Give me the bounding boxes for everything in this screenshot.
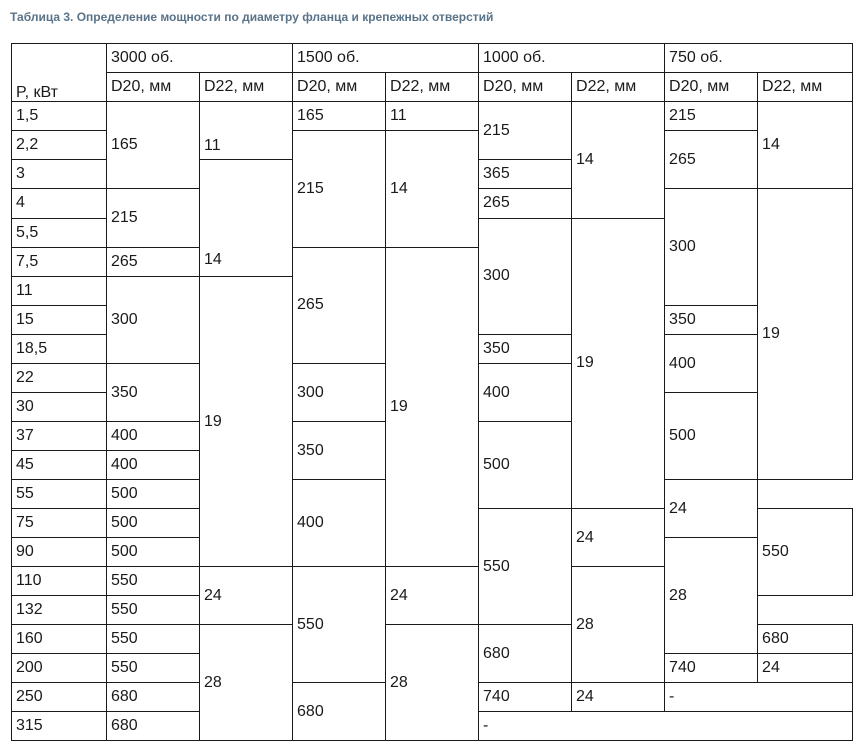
power-cell: 1,5 (12, 102, 107, 131)
power-cell: 160 (12, 625, 107, 654)
d20-3000-cell: 265 (107, 247, 200, 276)
d20-1000-cell: 400 (479, 364, 572, 422)
d20-750-cell: - (665, 683, 853, 712)
d20-1000-cell: 350 (479, 335, 572, 364)
d20-750-cell: 500 (665, 393, 758, 480)
d20-3000-cell: 550 (107, 596, 200, 625)
d20-3000-cell: 300 (107, 277, 200, 364)
d20-750-cell: 215 (665, 102, 758, 131)
d20-750-cell: 265 (665, 131, 758, 189)
d20-1500-cell: 300 (293, 364, 386, 422)
d20-1500-cell: 400 (293, 480, 386, 567)
d22-3000-cell: 28 (200, 625, 293, 741)
d22-3000-value: 14 (204, 251, 222, 268)
power-cell: 11 (12, 277, 107, 306)
header-d22-3000: D22, мм (200, 73, 293, 102)
d22-3000-cell: 24 (200, 567, 293, 625)
d20-3000-cell: 680 (107, 683, 200, 712)
d20-1000-cell: 500 (479, 422, 572, 509)
d22-1500-cell: 24 (386, 567, 479, 625)
header-d22-1500: D22, мм (386, 73, 479, 102)
d20-3000-cell: 550 (107, 567, 200, 596)
d20-3000-cell: 165 (107, 102, 200, 189)
d20-1500-cell: 680 (293, 683, 386, 741)
header-d22-750: D22, мм (758, 73, 853, 102)
power-cell: 75 (12, 509, 107, 538)
d22-3000-cell: 19 (200, 277, 293, 567)
d22-1500-cell: 28 (386, 625, 479, 741)
power-cell: 15 (12, 306, 107, 335)
power-cell: 2,2 (12, 131, 107, 160)
power-cell: 3 (12, 160, 107, 189)
d22-1500-cell: 14 (386, 131, 479, 248)
d20-750-cell: 740 (665, 654, 758, 683)
d20-3000-cell: 550 (107, 654, 200, 683)
d20-3000-cell: 350 (107, 364, 200, 422)
d20-750-cell: 300 (665, 189, 758, 306)
d20-1000-cell: 365 (479, 160, 572, 189)
header-speed-3000: 3000 об. (107, 44, 293, 73)
power-cell: 18,5 (12, 335, 107, 364)
d22-1000-cell: 24 (572, 683, 665, 712)
d20-3000-cell: 400 (107, 422, 200, 451)
d22-750-cell: 19 (758, 189, 853, 480)
d22-1000-cell: 14 (572, 102, 665, 219)
d22-1500-cell: 19 (386, 247, 479, 566)
d22-750-cell: 24 (665, 480, 758, 538)
d20-3000-cell: 550 (107, 625, 200, 654)
d20-1000-cell: 550 (479, 509, 572, 625)
d20-3000-cell: 680 (107, 712, 200, 741)
d22-1000-cell: 24 (572, 509, 665, 567)
power-cell: 250 (12, 683, 107, 712)
power-cell: 90 (12, 538, 107, 567)
d20-1000-cell: 680 (479, 625, 572, 683)
power-cell: 22 (12, 364, 107, 393)
header-d20-3000: D20, мм (107, 73, 200, 102)
power-cell: 30 (12, 393, 107, 422)
d20-750-cell: 550 (758, 509, 853, 596)
d20-1500-cell: 265 (293, 247, 386, 363)
power-cell: 200 (12, 654, 107, 683)
header-d20-1000: D20, мм (479, 73, 572, 102)
power-cell: 37 (12, 422, 107, 451)
d22-1000-cell: 28 (572, 567, 665, 683)
power-cell: 45 (12, 451, 107, 480)
d22-750-cell: 28 (665, 538, 758, 654)
d22-1500-cell: 11 (386, 102, 479, 131)
d22-3000-value: 11 (200, 102, 292, 160)
header-d20-1500: D20, мм (293, 73, 386, 102)
header-d20-750: D20, мм (665, 73, 758, 102)
table-title: Таблица 3. Определение мощности по диаметру фланца и крепежных отверстий (10, 10, 494, 24)
power-cell: 4 (12, 189, 107, 218)
header-power: P, кВт (12, 44, 107, 102)
d20-1000-cell: 740 (479, 683, 572, 712)
d20-1000-cell: 265 (479, 189, 572, 218)
d20-3000-cell: 500 (107, 509, 200, 538)
power-cell: 7,5 (12, 247, 107, 276)
header-speed-750: 750 об. (665, 44, 853, 73)
d20-1500-cell: 550 (293, 567, 386, 683)
d20-1500-cell: 350 (293, 422, 386, 480)
power-cell: 55 (12, 480, 107, 509)
flange-power-table (11, 43, 853, 741)
d20-3000-cell: 215 (107, 189, 200, 248)
header-d22-1000: D22, мм (572, 73, 665, 102)
power-cell: 315 (12, 712, 107, 741)
power-cell: 110 (12, 567, 107, 596)
d20-1000-cell: 300 (479, 218, 572, 335)
d22-3000-cell (200, 102, 293, 277)
d20-1500-cell: 215 (293, 131, 386, 248)
d22-1000-cell: 19 (572, 218, 665, 509)
header-speed-1500: 1500 об. (293, 44, 479, 73)
header-speed-1000: 1000 об. (479, 44, 665, 73)
d20-750-cell: 350 (665, 306, 758, 335)
d22-750-cell: 14 (758, 102, 853, 189)
power-cell: 132 (12, 596, 107, 625)
d20-3000-cell: 500 (107, 480, 200, 509)
power-cell: 5,5 (12, 218, 107, 247)
d20-750-cell: 400 (665, 335, 758, 393)
d20-1000-cell: 215 (479, 102, 572, 160)
d20-1000-cell: - (479, 712, 853, 741)
d20-3000-cell: 500 (107, 538, 200, 567)
d22-750-cell: 24 (758, 654, 853, 683)
d20-750-cell: 680 (758, 625, 853, 654)
d20-3000-cell: 400 (107, 451, 200, 480)
d20-1500-cell: 165 (293, 102, 386, 131)
